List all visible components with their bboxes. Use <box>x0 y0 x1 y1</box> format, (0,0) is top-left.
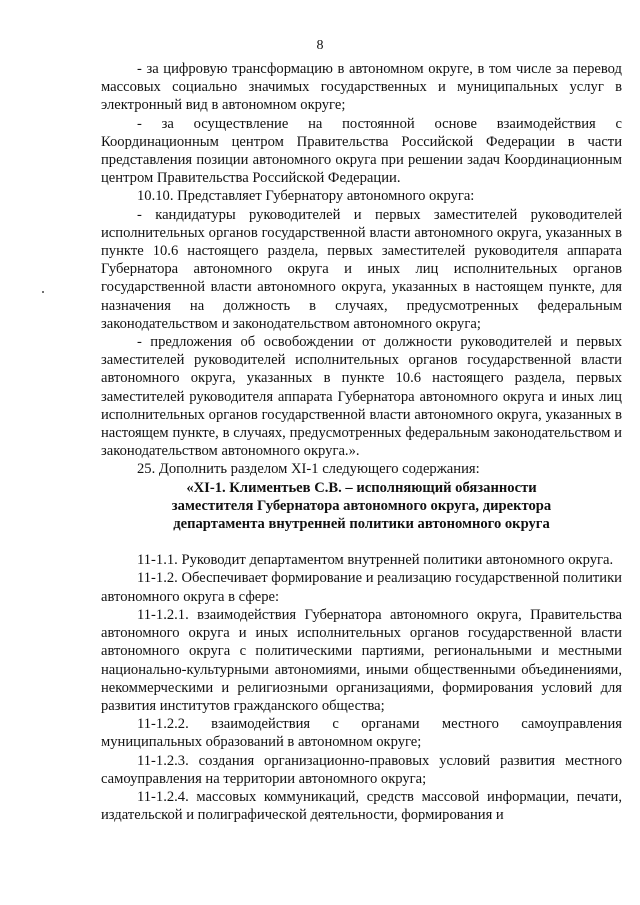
paragraph: - за цифровую трансформацию в автономном округе, в том числе за перевод массовых социально значимых государственных и муниципальных услуг в электронный вид в автономном округе; <box>101 61 622 114</box>
paragraph: 11-1.1. Руководит департаментом внутренней политики автономного округа. <box>137 552 614 569</box>
paragraph: - кандидатуры руководителей и первых заместителей руководителей исполнительных органов государственной власти автономного округа, указанных в пункте 10.6 настоящего раздела, первых заместителей руководителя аппарата Губернатора автономного округа и иных лиц исполнительных органов государственной власти автономного округа, указанных в настоящем пункте, для назначения на должность в случаях, предусмотренных федеральным законодательством и законодательством автономного округа; <box>101 206 622 332</box>
spacer <box>101 533 622 551</box>
paragraph: 11-1.2.2. взаимодействия с органами местного самоуправления муниципальных образований в автономном округе; <box>101 716 622 751</box>
paragraph: 11-1.2. Обеспечивает формирование и реализацию государственной политики автономного округа в сфере: <box>101 570 622 605</box>
document-body <box>101 60 622 824</box>
paragraph: 25. Дополнить разделом XI-1 следующего содержания: <box>137 461 480 478</box>
section-heading-line: заместителя Губернатора автономного округа, директора <box>171 497 552 514</box>
paragraph: 11-1.2.4. массовых коммуникаций, средств массовой информации, печати, издательской и полиграфической деятельности, формирования и <box>101 788 622 824</box>
paragraph: 11-1.2.1. взаимодействия Губернатора автономного округа, Правительства автономного округа и иных исполнительных органов государственной власти автономного округа с политическими партиями, региональными и местными национально-культурными автономиями, иными общественными объединениями, некоммерческими и религиозными организациями, формирования условий для развития институтов гражданского общества; <box>101 606 622 714</box>
paragraph: 11-1.2.3. создания организационно-правовых условий развития местного самоуправления на территории автономного округа; <box>101 752 622 787</box>
section-heading <box>101 479 622 534</box>
paragraph: - предложения об освобождении от должности руководителей и первых заместителей руководителей исполнительных органов государственной власти автономного округа, указанных в пункте 10.6 настоящего раздела, первых заместителей руководителя аппарата Губернатора автономного округа и иных лиц исполнительных органов государственной власти автономного округа, указанных в настоящем пункте, в случаях, предусмотренных федеральным законодательством и законодательством автономного округа.». <box>101 334 622 460</box>
paragraph: 10.10. Представляет Губернатору автономного округа: <box>137 188 475 205</box>
section-heading-line: департамента внутренней политики автономного округа <box>173 516 550 533</box>
section-heading-line: «XI-1. Климентьев С.В. – исполняющий обязанности <box>186 479 537 496</box>
page-number: 8 <box>316 38 324 53</box>
margin-mark <box>42 291 44 293</box>
paragraph: - за осуществление на постоянной основе взаимодействия с Координационным центром Правительства Российской Федерации в части представления позиции автономного округа при решении задач Координационным центром Правительства Российской Федерации. <box>101 115 622 187</box>
